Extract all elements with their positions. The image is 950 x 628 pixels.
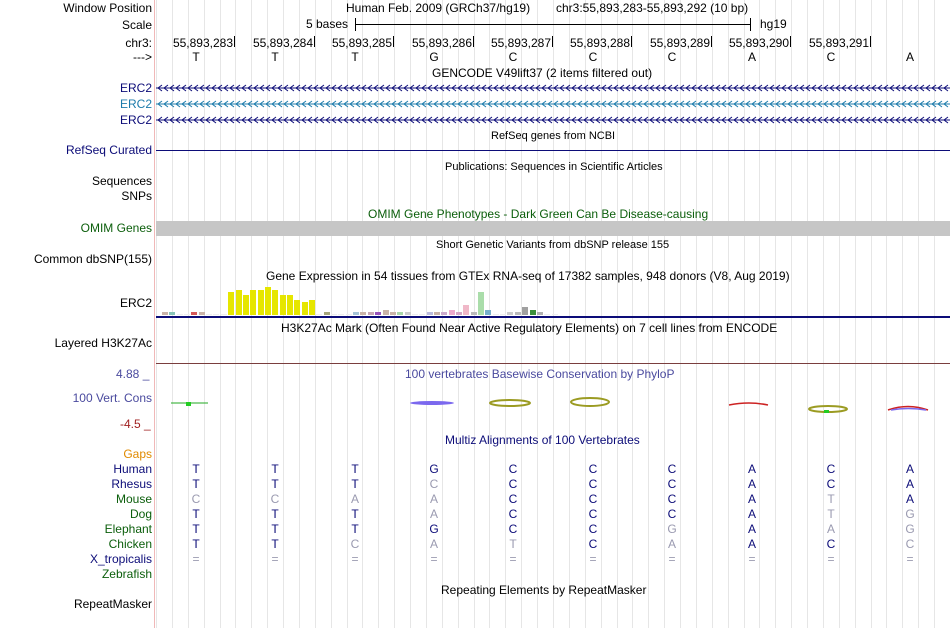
grid-line bbox=[934, 0, 935, 628]
strand-label: ---> bbox=[133, 50, 152, 64]
h3k27ac-baseline bbox=[156, 363, 950, 364]
alignment-base: C bbox=[508, 477, 518, 491]
omim-title: OMIM Gene Phenotypes - Dark Green Can Be Disease-causing bbox=[368, 207, 709, 221]
gtex-tissue-bar[interactable] bbox=[169, 312, 175, 315]
alignment-base: A bbox=[747, 477, 756, 491]
alignment-base: = bbox=[589, 552, 597, 566]
gtex-tissue-bar[interactable] bbox=[544, 314, 550, 315]
alignment-base: T bbox=[271, 522, 279, 536]
gtex-tissue-bar[interactable] bbox=[500, 314, 506, 315]
alignment-base: C bbox=[508, 522, 518, 536]
repeatmasker-label[interactable]: RepeatMasker bbox=[73, 597, 152, 611]
phylop-label[interactable]: 100 Vert. Cons bbox=[72, 391, 152, 405]
species-label[interactable]: Chicken bbox=[108, 537, 152, 551]
gtex-tissue-bar[interactable] bbox=[243, 295, 249, 315]
alignment-base: A bbox=[747, 492, 756, 506]
position-label: 55,893,283 bbox=[172, 36, 233, 50]
gtex-tissue-bar[interactable] bbox=[515, 312, 521, 315]
gtex-tissue-bar[interactable] bbox=[478, 292, 484, 315]
alignment-base: = bbox=[351, 552, 359, 566]
species-label[interactable]: Dog bbox=[129, 507, 152, 521]
reference-base: C bbox=[667, 50, 677, 64]
alignment-base: T bbox=[192, 537, 200, 551]
gtex-tissue-bar[interactable] bbox=[522, 307, 528, 315]
gtex-tissue-bar[interactable] bbox=[412, 314, 418, 315]
scale-bar-right-tick bbox=[750, 18, 751, 31]
gtex-tissue-bar[interactable] bbox=[221, 314, 227, 315]
gtex-tissue-bar[interactable] bbox=[397, 312, 403, 315]
alignment-base: C bbox=[508, 492, 518, 506]
alignment-base: A bbox=[429, 537, 438, 551]
gtex-tissue-bar[interactable] bbox=[390, 312, 396, 315]
grid-line bbox=[632, 0, 633, 628]
gencode-gene-line[interactable] bbox=[156, 115, 950, 125]
gtex-tissue-bar[interactable] bbox=[552, 314, 558, 315]
alignment-base: C bbox=[588, 507, 598, 521]
chrom-label: chr3: bbox=[125, 36, 152, 50]
reference-base: T bbox=[351, 50, 359, 64]
species-label[interactable]: X_tropicalis bbox=[89, 552, 152, 566]
gtex-tissue-bar[interactable] bbox=[250, 290, 256, 315]
gtex-tissue-bar[interactable] bbox=[353, 312, 359, 315]
gencode-gene-line[interactable] bbox=[156, 99, 950, 109]
grid-line bbox=[648, 0, 649, 628]
alignment-base: C bbox=[588, 462, 598, 476]
alignment-base: C bbox=[429, 477, 439, 491]
alignment-base: C bbox=[588, 537, 598, 551]
label-divider bbox=[154, 0, 155, 628]
phylop-min: -4.5 _ bbox=[120, 417, 151, 431]
position-label: 55,893,285 bbox=[331, 36, 392, 50]
alignment-base: A bbox=[826, 522, 835, 536]
gaps-label[interactable]: Gaps bbox=[123, 447, 152, 461]
scale-bar-left-tick bbox=[355, 18, 356, 31]
grid-line bbox=[886, 0, 887, 628]
grid-line bbox=[696, 0, 697, 628]
publications-label-sequences[interactable]: Sequences bbox=[91, 174, 152, 188]
alignment-base: C bbox=[508, 462, 518, 476]
gtex-tissue-bar[interactable] bbox=[265, 287, 271, 315]
gtex-tissue-bar[interactable] bbox=[162, 312, 168, 315]
omim-label[interactable]: OMIM Genes bbox=[80, 221, 152, 235]
scale-text: 5 bases bbox=[306, 17, 349, 31]
position-label: 55,893,291 bbox=[808, 36, 869, 50]
gtex-tissue-bar[interactable] bbox=[368, 312, 374, 315]
alignment-base: T bbox=[351, 507, 359, 521]
gtex-tissue-bar[interactable] bbox=[493, 314, 499, 315]
reference-base: C bbox=[588, 50, 598, 64]
alignment-base: T bbox=[192, 477, 200, 491]
grid-line bbox=[855, 0, 856, 628]
gtex-tissue-bar[interactable] bbox=[530, 310, 536, 315]
alignment-base: A bbox=[905, 462, 914, 476]
alignment-base: C bbox=[667, 507, 677, 521]
alignment-base: C bbox=[667, 462, 677, 476]
gtex-tissue-bar[interactable] bbox=[346, 314, 352, 315]
gtex-tissue-bar[interactable] bbox=[294, 300, 300, 315]
omim-feature-bar[interactable] bbox=[156, 221, 950, 236]
reference-base: C bbox=[826, 50, 836, 64]
gtex-tissue-bar[interactable] bbox=[302, 302, 308, 315]
alignment-base: C bbox=[667, 492, 677, 506]
reference-base: C bbox=[508, 50, 518, 64]
gtex-tissue-bar[interactable] bbox=[507, 312, 513, 315]
alignment-base: A bbox=[747, 462, 756, 476]
gtex-tissue-bar[interactable] bbox=[331, 314, 337, 315]
refseq-title: RefSeq genes from NCBI bbox=[491, 130, 616, 142]
gtex-tissue-bar[interactable] bbox=[383, 310, 389, 315]
gtex-tissue-bar[interactable] bbox=[434, 312, 440, 315]
alignment-base: A bbox=[350, 492, 359, 506]
reference-base: G bbox=[429, 50, 439, 64]
scale-db: hg19 bbox=[760, 17, 787, 31]
alignment-base: C bbox=[270, 492, 280, 506]
gtex-gene-line bbox=[156, 316, 950, 318]
position-label: 55,893,289 bbox=[649, 36, 710, 50]
alignment-base: T bbox=[351, 477, 359, 491]
alignment-base: A bbox=[429, 492, 438, 506]
alignment-base: G bbox=[667, 522, 677, 536]
species-label[interactable]: Rhesus bbox=[111, 477, 152, 491]
phylop-max: 4.88 _ bbox=[116, 367, 150, 381]
alignment-base: T bbox=[271, 537, 279, 551]
gtex-tissue-bar[interactable] bbox=[280, 295, 286, 315]
gtex-tissue-bar[interactable] bbox=[272, 290, 278, 315]
gtex-tissue-bar[interactable] bbox=[427, 312, 433, 315]
alignment-base: C bbox=[508, 507, 518, 521]
alignment-base: A bbox=[747, 507, 756, 521]
alignment-base: C bbox=[826, 462, 836, 476]
window-position-label: Window Position bbox=[63, 1, 152, 15]
dbsnp-title: Short Genetic Variants from dbSNP release 155 bbox=[436, 239, 670, 251]
gtex-tissue-bar[interactable] bbox=[419, 314, 425, 315]
alignment-base: T bbox=[351, 462, 359, 476]
gtex-tissue-bar[interactable] bbox=[236, 290, 242, 315]
alignment-base: C bbox=[826, 477, 836, 491]
alignment-base: C bbox=[588, 492, 598, 506]
gtex-tissue-bar[interactable] bbox=[471, 312, 477, 315]
h3k27ac-label[interactable]: Layered H3K27Ac bbox=[54, 336, 152, 350]
alignment-base: C bbox=[350, 537, 360, 551]
alignment-base: = bbox=[271, 552, 279, 566]
refseq-label[interactable]: RefSeq Curated bbox=[65, 143, 152, 157]
gtex-tissue-bar[interactable] bbox=[449, 310, 455, 315]
gtex-tissue-bar[interactable] bbox=[463, 305, 469, 315]
gtex-tissue-bar[interactable] bbox=[177, 314, 183, 315]
reference-base: T bbox=[192, 50, 200, 64]
gtex-tissue-bar[interactable] bbox=[258, 290, 264, 315]
position-label: 55,893,286 bbox=[411, 36, 472, 50]
publications-title: Publications: Sequences in Scientific Articles bbox=[445, 161, 663, 173]
position-label: 55,893,288 bbox=[569, 36, 630, 50]
gtex-tissue-bar[interactable] bbox=[191, 312, 197, 315]
grid-line bbox=[728, 0, 729, 628]
gencode-gene-label[interactable]: ERC2 bbox=[119, 97, 152, 111]
alignment-base: T bbox=[827, 507, 835, 521]
alignment-base: G bbox=[905, 522, 915, 536]
position-text: chr3:55,893,283-55,893,292 (10 bp) bbox=[556, 1, 749, 15]
gencode-title: GENCODE V49lift37 (2 items filtered out) bbox=[432, 66, 653, 80]
alignment-base: = bbox=[748, 552, 756, 566]
alignment-base: G bbox=[429, 462, 439, 476]
gtex-tissue-bar[interactable] bbox=[441, 312, 447, 315]
assembly-text: Human Feb. 2009 (GRCh37/hg19) bbox=[346, 1, 531, 15]
grid-line bbox=[871, 0, 872, 628]
alignment-base: T bbox=[271, 507, 279, 521]
gtex-title: Gene Expression in 54 tissues from GTEx RNA-seq of 17382 samples, 948 donors (V8, Aug 2019) bbox=[266, 269, 790, 283]
alignment-base: T bbox=[192, 522, 200, 536]
alignment-base: C bbox=[826, 537, 836, 551]
gencode-gene-label[interactable]: ERC2 bbox=[119, 81, 152, 95]
gtex-tissue-bar[interactable] bbox=[360, 312, 366, 315]
alignment-base: C bbox=[588, 477, 598, 491]
alignment-base: A bbox=[667, 537, 676, 551]
position-label: 55,893,287 bbox=[490, 36, 551, 50]
alignment-base: A bbox=[747, 522, 756, 536]
scale-bar bbox=[355, 24, 751, 25]
species-label[interactable]: Human bbox=[113, 462, 152, 476]
gencode-gene-label[interactable]: ERC2 bbox=[119, 113, 152, 127]
alignment-base: T bbox=[509, 537, 517, 551]
gtex-tissue-bar[interactable] bbox=[537, 312, 543, 315]
alignment-base: C bbox=[588, 522, 598, 536]
grid-line bbox=[712, 0, 713, 628]
dbsnp-label[interactable]: Common dbSNP(155) bbox=[33, 252, 152, 266]
alignment-base: T bbox=[192, 462, 200, 476]
alignment-base: T bbox=[192, 507, 200, 521]
alignment-base: = bbox=[192, 552, 200, 566]
species-label[interactable]: Elephant bbox=[104, 522, 152, 536]
alignment-base: C bbox=[667, 477, 677, 491]
gtex-tissue-bar[interactable] bbox=[405, 312, 411, 315]
gtex-tissue-bar[interactable] bbox=[324, 312, 330, 315]
alignment-base: T bbox=[271, 477, 279, 491]
gtex-tissue-bar[interactable] bbox=[309, 300, 315, 315]
species-label[interactable]: Mouse bbox=[115, 492, 152, 506]
scale-label: Scale bbox=[121, 18, 152, 32]
gtex-tissue-bar[interactable] bbox=[287, 295, 293, 315]
grid-line bbox=[569, 0, 570, 628]
gtex-tissue-bar[interactable] bbox=[375, 312, 381, 315]
gtex-tissue-bar[interactable] bbox=[456, 312, 462, 315]
gtex-tissue-bar[interactable] bbox=[213, 314, 219, 315]
reference-base: A bbox=[747, 50, 756, 64]
publications-label-snps[interactable]: SNPs bbox=[121, 189, 152, 203]
grid-line bbox=[775, 0, 776, 628]
grid-line bbox=[617, 0, 618, 628]
alignment-base: C bbox=[191, 492, 201, 506]
position-label: 55,893,284 bbox=[252, 36, 313, 50]
repeatmasker-title: Repeating Elements by RepeatMasker bbox=[441, 583, 647, 597]
alignment-base: T bbox=[271, 462, 279, 476]
grid-line bbox=[156, 0, 157, 628]
alignment-base: G bbox=[905, 507, 915, 521]
grid-line bbox=[791, 0, 792, 628]
alignment-base: A bbox=[905, 492, 914, 506]
gtex-tissue-bar[interactable] bbox=[206, 314, 212, 315]
gtex-tissue-bar[interactable] bbox=[485, 310, 491, 315]
grid-line bbox=[807, 0, 808, 628]
position-label: 55,893,290 bbox=[728, 36, 789, 50]
gencode-gene-line[interactable] bbox=[156, 83, 950, 93]
gtex-tissue-bar[interactable] bbox=[184, 314, 190, 315]
gtex-tissue-bar[interactable] bbox=[228, 292, 234, 315]
species-label[interactable]: Zebrafish bbox=[101, 567, 152, 581]
gtex-label[interactable]: ERC2 bbox=[119, 296, 152, 310]
h3k27ac-title: H3K27Ac Mark (Often Found Near Active Regulatory Elements) on 7 cell lines from ENCODE bbox=[281, 321, 778, 335]
alignment-base: = bbox=[509, 552, 517, 566]
phylop-graph[interactable] bbox=[156, 395, 950, 417]
multiz-title: Multiz Alignments of 100 Vertebrates bbox=[445, 433, 640, 447]
gtex-tissue-bar[interactable] bbox=[338, 314, 344, 315]
refseq-gene-line[interactable] bbox=[156, 150, 950, 151]
alignment-base: C bbox=[905, 537, 915, 551]
alignment-base: A bbox=[747, 537, 756, 551]
alignment-base: = bbox=[668, 552, 676, 566]
alignment-base: A bbox=[429, 507, 438, 521]
reference-base: A bbox=[905, 50, 914, 64]
alignment-base: T bbox=[827, 492, 835, 506]
gtex-tissue-bar[interactable] bbox=[316, 314, 322, 315]
gtex-tissue-bar[interactable] bbox=[199, 312, 205, 315]
alignment-base: T bbox=[351, 522, 359, 536]
alignment-base: = bbox=[906, 552, 914, 566]
alignment-base: G bbox=[429, 522, 439, 536]
reference-base: T bbox=[271, 50, 279, 64]
alignment-base: = bbox=[827, 552, 835, 566]
alignment-base: = bbox=[430, 552, 438, 566]
phylop-title: 100 vertebrates Basewise Conservation by PhyloP bbox=[405, 367, 675, 381]
position-tick bbox=[870, 36, 871, 47]
alignment-base: A bbox=[905, 477, 914, 491]
